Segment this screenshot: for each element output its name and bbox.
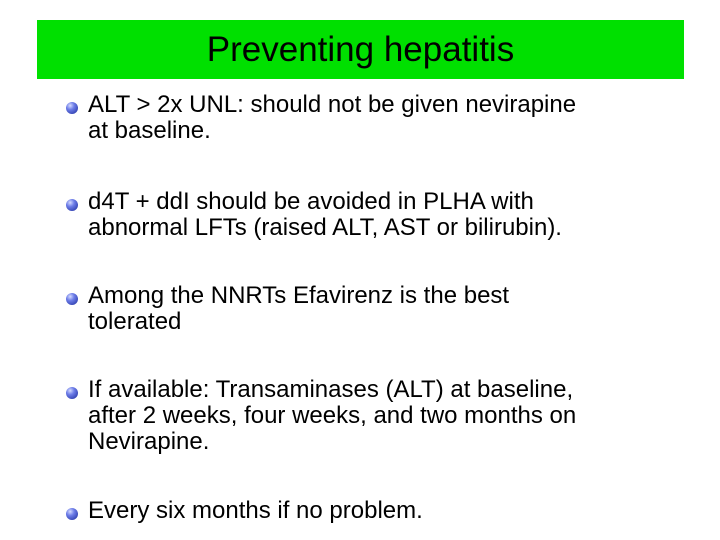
slide-title: Preventing hepatitis	[206, 30, 515, 69]
bullet-text: Every six months if no problem.	[88, 497, 423, 524]
bullet-icon	[66, 102, 78, 114]
bullet-icon	[66, 508, 78, 520]
bullet-text: ALT > 2x UNL: should not be given nevirapine at baseline.	[88, 91, 577, 144]
bullet-text: If available: Transaminases (ALT) at baseline, after 2 weeks, four weeks, and two months on Nevirapine.	[88, 376, 577, 455]
bullet-text: Among the NNRTs Efavirenz is the best tolerated	[88, 282, 510, 335]
bullet-text: d4T + ddI should be avoided in PLHA with abnormal LFTs (raised ALT, AST or bilirubin).	[88, 188, 562, 241]
bullet-icon	[66, 387, 78, 399]
bullet-icon	[66, 199, 78, 211]
bullet-icon	[66, 293, 78, 305]
